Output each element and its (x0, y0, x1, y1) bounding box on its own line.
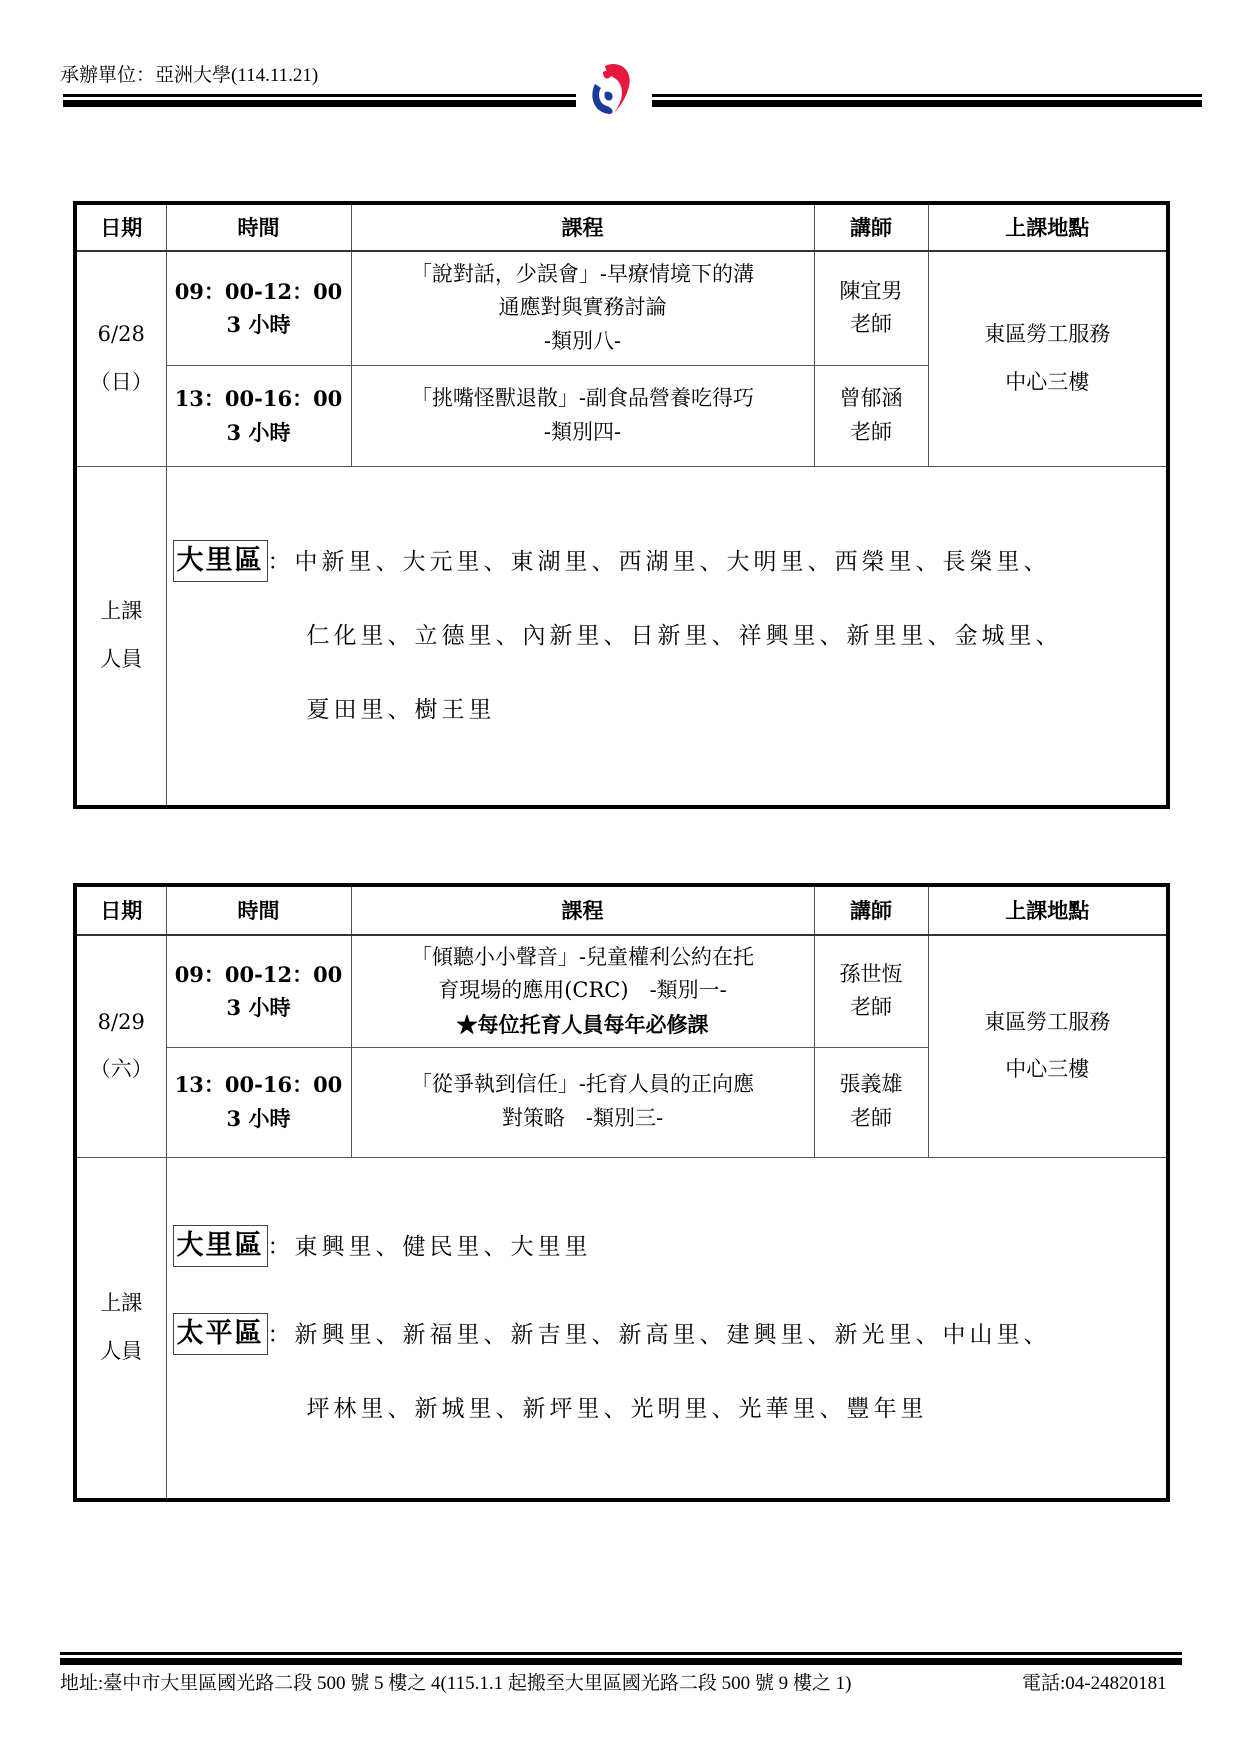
hours: 3 小時 (226, 995, 291, 1021)
teacher-name: 張義雄 (839, 1072, 903, 1097)
people-row (75, 1157, 1168, 1500)
village-list: ：東興里、健民里、大里里 (267, 1233, 592, 1260)
time-cell (166, 1047, 351, 1157)
teacher-name: 陳宜男 (839, 278, 903, 303)
course-line: 育現場的應用(CRC) -類別一- (438, 978, 727, 1003)
time: 09：00-12：00 (174, 278, 343, 304)
teacher-title: 老師 (850, 1106, 892, 1130)
header-rule-left (63, 94, 576, 107)
col-location: 上課地點 (928, 885, 1168, 935)
village-list: ：新興里、新福里、新吉里、新高里、建興里、新光里、中山里、 (267, 1321, 1051, 1348)
location-line: 中心三樓 (1005, 369, 1090, 394)
logo-icon (583, 62, 639, 118)
time: 13：00-16：00 (174, 385, 343, 411)
col-teacher: 講師 (814, 203, 928, 251)
table-header-row (75, 203, 1168, 251)
table-header-row (75, 885, 1168, 935)
people-cell (166, 466, 1168, 807)
course-line: 「挑嘴怪獸退散」-副食品營養吃得巧 (410, 385, 755, 410)
district-name: 大里區 (173, 1225, 268, 1267)
hours: 3 小時 (226, 1106, 291, 1131)
col-course: 課程 (351, 203, 814, 251)
col-date: 日期 (75, 885, 166, 935)
footer-phone: 電話:04-24820181 (1022, 1673, 1167, 1694)
people-label: 上課 (100, 1291, 143, 1316)
teacher-cell (814, 1047, 928, 1157)
people-label: 人員 (100, 646, 143, 671)
district-name: 大里區 (173, 540, 268, 582)
course-cell (351, 935, 814, 1047)
village-list: 夏田里、樹王里 (306, 696, 496, 723)
col-teacher: 講師 (814, 885, 928, 935)
course-line: 「從爭執到信任」-托育人員的正向應 (410, 1072, 755, 1097)
location-line: 東區勞工服務 (984, 322, 1111, 347)
schedule-table-1 (73, 201, 1170, 809)
mandatory-note: ★每位托育人員每年必修課 (456, 1012, 709, 1038)
teacher-title: 老師 (850, 995, 892, 1020)
teacher-name: 曾郁涵 (839, 385, 903, 410)
village-list: ：中新里、大元里、東湖里、西湖里、大明里、西榮里、長榮里、 (267, 548, 1051, 575)
date-cell (75, 251, 166, 466)
teacher-cell (814, 365, 928, 466)
course-cell (351, 251, 814, 365)
hours: 3 小時 (226, 419, 291, 445)
time: 13：00-16：00 (174, 1072, 343, 1098)
village-list: 仁化里、立德里、內新里、日新里、祥興里、新里里、金城里、 (306, 622, 1063, 649)
teacher-title: 老師 (850, 419, 892, 444)
teacher-name: 孫世恆 (839, 961, 903, 986)
location-cell (928, 935, 1168, 1157)
course-category: -類別四- (543, 419, 622, 444)
weekday: （日） (89, 369, 153, 394)
time-cell (166, 365, 351, 466)
weekday: （六） (89, 1057, 153, 1082)
people-label-cell (75, 466, 166, 807)
district-line (171, 1210, 1163, 1284)
date: 8/29 (97, 1009, 145, 1034)
organizer-text: 承辦單位：亞洲大學(114.11.21) (60, 65, 319, 86)
time: 09：00-12：00 (174, 961, 343, 987)
course-line: 對策略 -類別三- (501, 1106, 664, 1130)
col-course: 課程 (351, 885, 814, 935)
schedule-table-2 (73, 883, 1170, 1502)
footer-rule (60, 1652, 1182, 1665)
people-label: 上課 (100, 599, 143, 624)
course-category: -類別八- (543, 329, 622, 354)
location-cell (928, 251, 1168, 466)
district-name: 太平區 (173, 1313, 268, 1355)
teacher-cell (814, 251, 928, 365)
col-date: 日期 (75, 203, 166, 251)
teacher-cell (814, 935, 928, 1047)
teacher-title: 老師 (850, 312, 892, 337)
table-row (75, 935, 1168, 1047)
course-cell (351, 365, 814, 466)
people-cell (166, 1157, 1168, 1500)
district-line (171, 1298, 1163, 1372)
col-time: 時間 (166, 885, 351, 935)
time-cell (166, 935, 351, 1047)
date-cell (75, 935, 166, 1157)
people-label-cell (75, 1157, 166, 1500)
date: 6/28 (97, 322, 145, 347)
course-cell (351, 1047, 814, 1157)
hours: 3 小時 (226, 312, 291, 338)
course-line: 通應對與實務討論 (498, 295, 667, 320)
people-label: 人員 (100, 1338, 143, 1363)
col-location: 上課地點 (928, 203, 1168, 251)
footer-address: 地址:臺中市大里區國光路二段 500 號 5 樓之 4(115.1.1 起搬至大里區國光路二段 500 號 9 樓之 1) (60, 1673, 852, 1694)
course-line: 「傾聽小小聲音」-兒童權利公約在托 (410, 944, 755, 969)
course-line: 「說對話，少誤會」-早療情境下的溝 (410, 261, 755, 286)
district-line (171, 525, 1163, 599)
time-cell (166, 251, 351, 365)
col-time: 時間 (166, 203, 351, 251)
table-row (75, 251, 1168, 365)
village-list: 坪林里、新城里、新坪里、光明里、光華里、豐年里 (306, 1395, 928, 1422)
location-line: 中心三樓 (1005, 1057, 1090, 1082)
header-rule-right (652, 94, 1202, 107)
people-row (75, 466, 1168, 807)
location-line: 東區勞工服務 (984, 1009, 1111, 1034)
